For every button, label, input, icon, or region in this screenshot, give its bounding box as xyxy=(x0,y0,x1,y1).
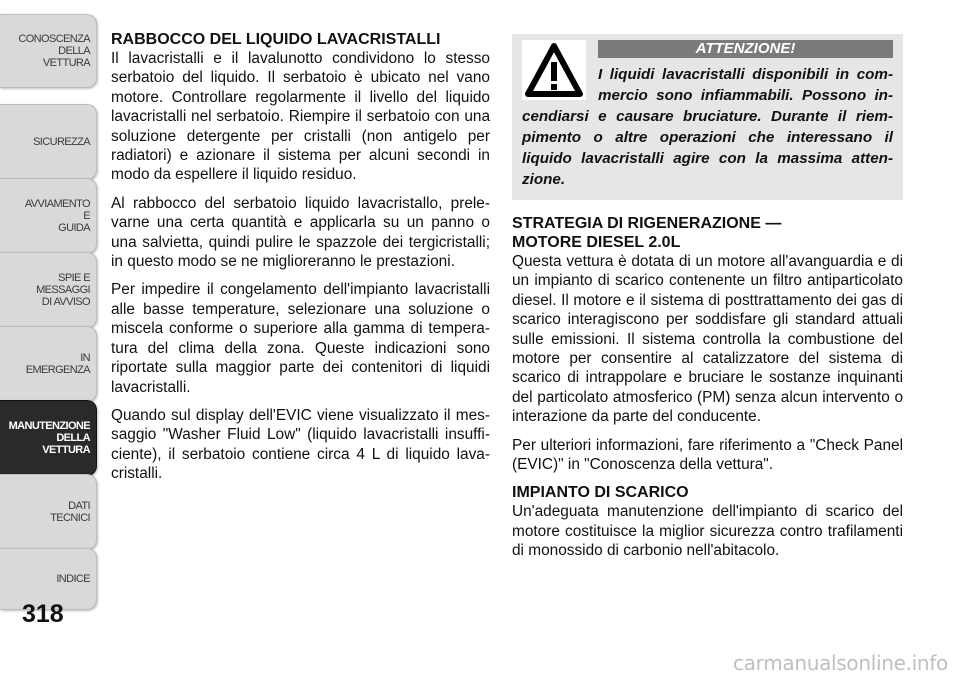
tab-dati-tecnici[interactable] xyxy=(0,474,97,550)
right-column xyxy=(512,34,903,570)
section-heading-strategia: STRATEGIA DI RIGENERAZIONE — MOTORE DIESEL 2.0L xyxy=(512,215,782,251)
section-heading-rabbocco: RABBOCCO DEL LIQUIDO LAVACRISTALLI xyxy=(111,31,441,48)
paragraph: Per impedire il congelamento dell'impianto lavacristalli alle basse temperature, selezionare una soluzione o miscela conforme o superiore alla gamma di temperatura del clima della zona. Queste indicazioni sono riportate sulla maggior parte dei contenitori di liquidi lavacristalli. xyxy=(111,281,490,396)
warning-title: ATTENZIONE! xyxy=(598,40,893,58)
tab-label: IN EMERGENZA xyxy=(25,352,90,376)
tab-spie-e-messaggi[interactable] xyxy=(0,252,97,328)
warning-box xyxy=(512,34,903,200)
tab-sicurezza[interactable] xyxy=(0,104,97,180)
paragraph: Questa vettura è dotata di un motore all'avanguardia e di un impianto di scarico contenente un filtro antiparticolato diesel. Il motore e il sistema di posttrattamento dei gas di scarico interagiscono per soddisfare gli standard attuali sulle emissioni. Il sistema controlla la combustione del motore per consentire al catalizzatore del sistema di scarico di intrappolare e bruciare le sostanze inquinanti del particolato atmosferico (PM) senza alcun intervento o interazione da parte del conducente. xyxy=(512,253,903,426)
tab-avviamento-e-guida[interactable] xyxy=(0,178,97,254)
paragraph: Il lavacristalli e il lavalunotto condividono lo stesso serbatoio del liquido. Il serbatoio è ubicato nel vano motore. Controllare regolarmente il livello del liquido lavacristalli nel serbatoio. Riempire il serbatoio con una soluzione detergente per cristalli (non antigelo per radiatori) e azionare il sistema per alcuni secondi in modo da espellere il liquido residuo. xyxy=(111,50,490,184)
tab-conoscenza-della-vettura[interactable] xyxy=(0,14,97,88)
section-heading-impianto-scarico: IMPIANTO DI SCARICO xyxy=(512,484,689,502)
paragraph: Al rabbocco del serbatoio liquido lavacristallo, prelevarne una certa quantità e applicarla su un panno o una salvietta, quindi pulire le spazzole dei tergicristalli; in questo modo se ne miglioreranno le prestazioni. xyxy=(111,194,490,271)
page-number: 318 xyxy=(22,600,64,628)
tab-label: CONOSCENZA DELLA VETTURA xyxy=(18,33,90,69)
watermark: carmanualsonline.info xyxy=(732,651,948,675)
tab-in-emergenza[interactable] xyxy=(0,326,97,402)
tab-label: SPIE E MESSAGGI DI AVVISO xyxy=(36,272,90,308)
tab-label: SICUREZZA xyxy=(33,136,90,148)
tab-label: AVVIAMENTO E GUIDA xyxy=(24,198,90,234)
paragraph: Un'adeguata manutenzione dell'impianto di scarico del motore costituisce la miglior sicurezza contro trafilamenti di monossido di carbonio nell'abitacolo. xyxy=(512,503,903,560)
tab-label: MANUTENZIONE DELLA VETTURA xyxy=(8,420,90,456)
warning-triangle-icon xyxy=(522,40,586,100)
tab-manutenzione-della-vettura[interactable] xyxy=(0,400,97,476)
paragraph: Quando sul display dell'EVIC viene visualizzato il messaggio "Washer Fluid Low" (liquido lavacristalli insufficiente), il serbatoio contiene circa 4 L di liquido lavacristalli. xyxy=(111,406,490,483)
warning-text: I liquidi lavacristalli disponibili in commercio sono infiammabili. Possono incendiarsi e causare bruciature. Durante il riempimento o altre operazioni che interessano il liquido lavacristalli agire con la massima attenzione. xyxy=(522,66,893,188)
tab-label: DATI TECNICI xyxy=(50,500,90,524)
paragraph: Per ulteriori informazioni, fare riferimento a "Check Panel (EVIC)" in "Conoscenza della vettura". xyxy=(512,436,903,474)
left-column xyxy=(111,30,490,493)
tab-label: INDICE xyxy=(56,573,90,585)
